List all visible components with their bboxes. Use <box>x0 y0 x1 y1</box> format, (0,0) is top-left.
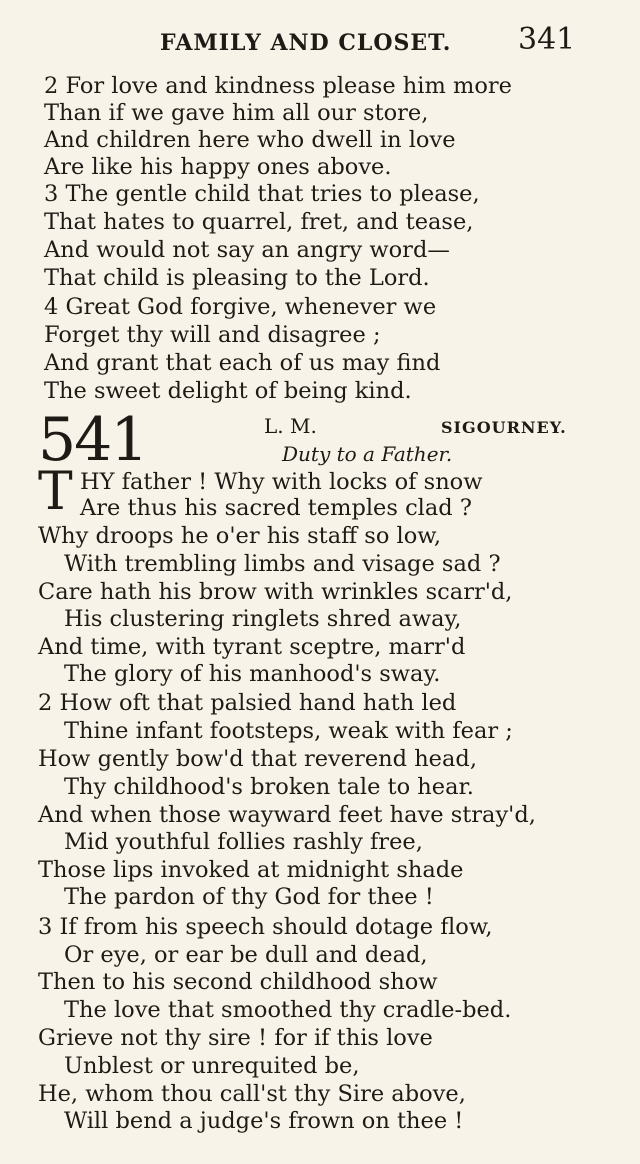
verse-line: 2 How oft that palsied hand hath led <box>38 690 457 716</box>
hymn-title: Duty to a Father. <box>282 442 453 466</box>
hymn-number: 541 <box>38 405 147 475</box>
verse-line: 4 Great God forgive, whenever we <box>44 294 437 320</box>
verse-line: Will bend a judge's frown on thee ! <box>64 1108 464 1134</box>
verse-line: Or eye, or ear be dull and dead, <box>64 942 428 968</box>
verse-line: And time, with tyrant sceptre, marr'd <box>38 634 466 660</box>
verse-line: Thine infant footsteps, weak with fear ; <box>64 718 513 744</box>
verse-line: That hates to quarrel, fret, and tease, <box>44 209 474 235</box>
page-header <box>160 22 590 62</box>
verse-line: Are thus his sacred temples clad ? <box>80 495 472 521</box>
verse-line: Care hath his brow with wrinkles scarr'd, <box>38 579 513 605</box>
running-title: FAMILY AND CLOSET. <box>160 30 452 56</box>
verse-line: HY father ! Why with locks of snow <box>80 469 483 495</box>
verse-line: Are like his happy ones above. <box>44 154 392 180</box>
verse-line: Unblest or unrequited be, <box>64 1053 360 1079</box>
hymn-author: SIGOURNEY. <box>441 418 567 437</box>
verse-line: Thy childhood's broken tale to hear. <box>64 774 474 800</box>
drop-cap: T <box>38 462 73 522</box>
verse-line: That child is pleasing to the Lord. <box>44 265 430 291</box>
verse-line: His clustering ringlets shred away, <box>64 606 462 632</box>
verse-line: And when those wayward feet have stray'd, <box>38 802 536 828</box>
verse-line: How gently bow'd that reverend head, <box>38 746 477 772</box>
verse-line: Those lips invoked at midnight shade <box>38 857 464 883</box>
verse-line: 3 The gentle child that tries to please, <box>44 181 480 207</box>
page-number: 341 <box>518 22 576 57</box>
verse-line: Why droops he o'er his staff so low, <box>38 523 442 549</box>
verse-line: He, whom thou call'st thy Sire above, <box>38 1081 466 1107</box>
verse-line: And children here who dwell in love <box>44 127 456 153</box>
verse-line: The pardon of thy God for thee ! <box>64 884 434 910</box>
verse-line: Mid youthful follies rashly free, <box>64 829 423 855</box>
verse-line: Than if we gave him all our store, <box>44 100 429 126</box>
verse-line: Forget thy will and disagree ; <box>44 322 381 348</box>
verse-line: Then to his second childhood show <box>38 969 438 995</box>
verse-line: The glory of his manhood's sway. <box>64 661 441 687</box>
verse-line: 2 For love and kindness please him more <box>44 73 512 99</box>
verse-line: And would not say an angry word— <box>44 237 450 263</box>
verse-line: With trembling limbs and visage sad ? <box>64 551 501 577</box>
verse-line: And grant that each of us may find <box>44 350 441 376</box>
verse-line: The sweet delight of being kind. <box>44 378 412 404</box>
verse-line: Grieve not thy sire ! for if this love <box>38 1025 433 1051</box>
hymn-meter: L. M. <box>264 414 317 438</box>
verse-line: 3 If from his speech should dotage flow, <box>38 914 493 940</box>
verse-line: The love that smoothed thy cradle-bed. <box>64 997 512 1023</box>
